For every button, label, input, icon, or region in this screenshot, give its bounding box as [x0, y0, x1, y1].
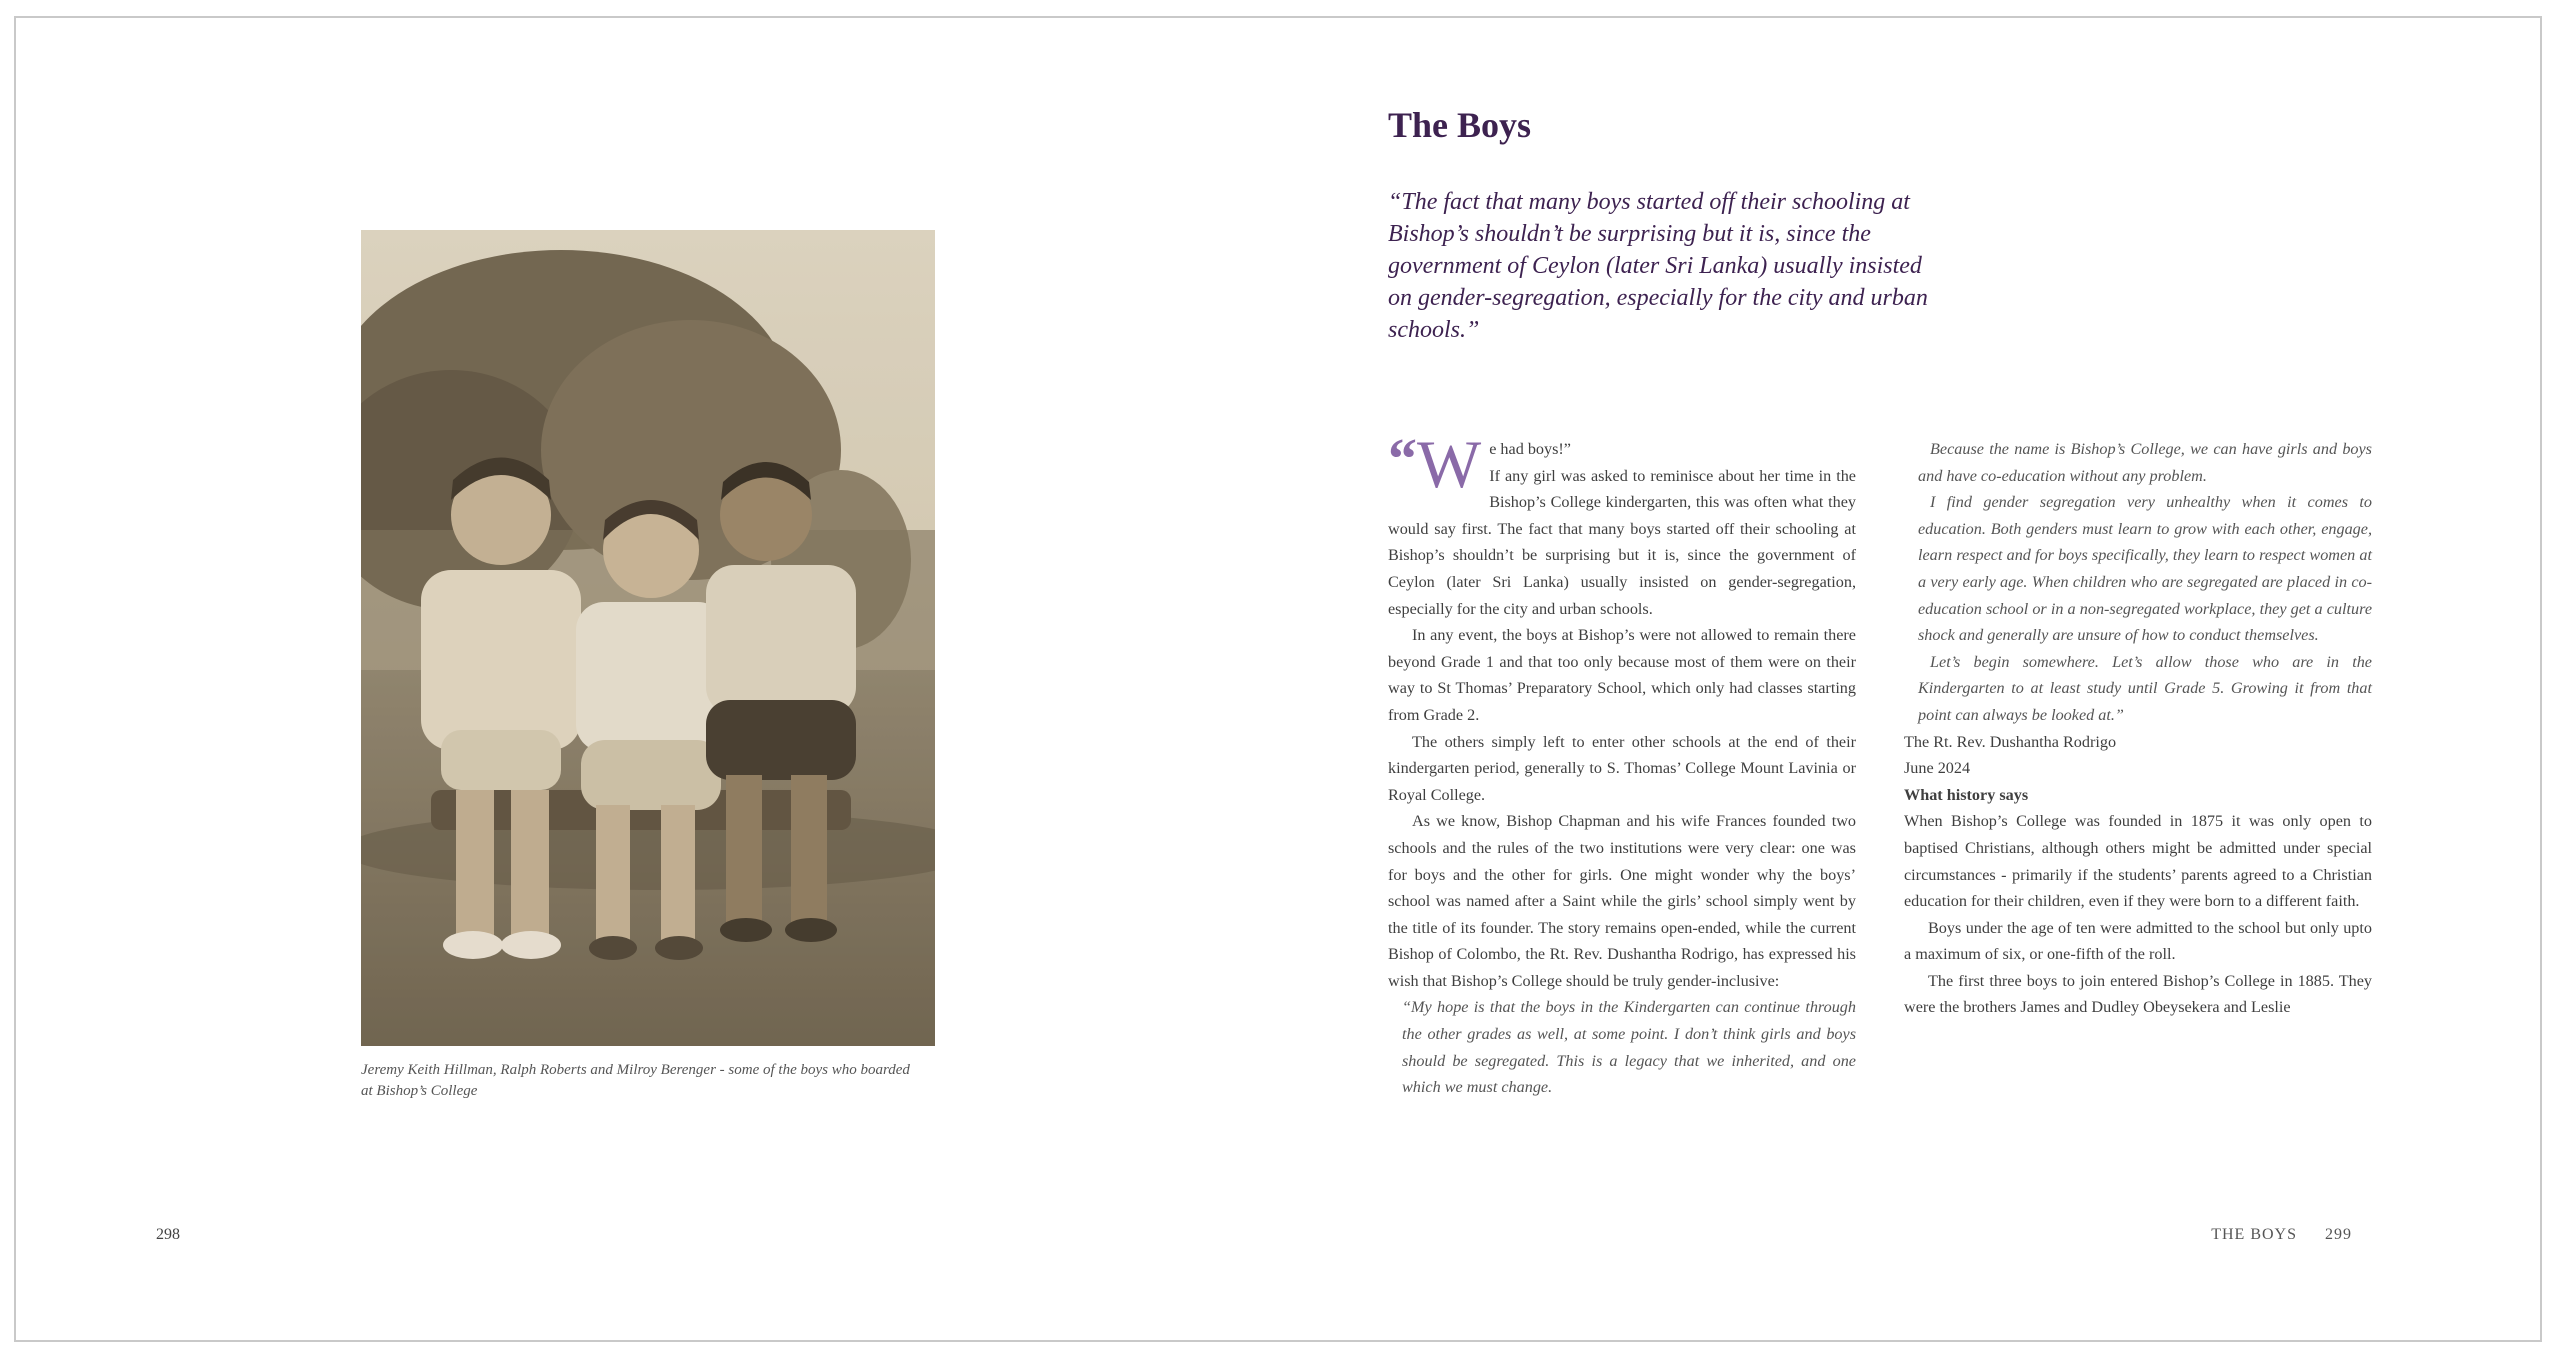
quote-paragraph: Let’s begin somewhere. Let’s allow those who are in the Kindergarten to at least study until Grade 5. Growing it from that point can always be looked at.”: [1918, 652, 2372, 724]
book-spread: [14, 16, 2542, 1342]
body-paragraph: When Bishop’s College was founded in 1875 it was only open to baptised Christians, although others might be admitted under special circumstances - primarily if the students’ parents agreed to a Christian education for their children, even if they were born to a different faith.: [1904, 812, 2372, 911]
bishop-quote-continued: [1904, 436, 2372, 729]
boys-photograph: [361, 230, 935, 1046]
photo-image: [361, 230, 935, 1046]
page-number-right: 299: [2325, 1226, 2352, 1243]
body-paragraph: If any girl was asked to reminisce about her time in the Bishop’s College kindergarten, this was often what they would say first. The fact that many boys started off their schooling at Bishop’s shouldn’t be surprising but it is, since the government of Ceylon (later Sri Lanka) usually insisted on gender-segregation, especially for the city and urban schools.: [1388, 466, 1856, 618]
right-page: [1280, 18, 2542, 1340]
running-head: [2211, 1226, 2352, 1244]
running-head-title: THE BOYS: [2211, 1226, 2297, 1243]
text-column-1: [1388, 426, 1856, 1101]
opening-paragraph: [1388, 426, 1856, 622]
text-column-2: [1904, 436, 2372, 1021]
body-paragraph: The first three boys to join entered Bishop’s College in 1885. They were the brothers James and Dudley Obeysekera and Leslie: [1904, 971, 2372, 1017]
section-subheading: What history says: [1904, 785, 2029, 804]
body-paragraph: The others simply left to enter other schools at the end of their kindergarten period, generally to S. Thomas’ College Mount Lavinia or Royal College.: [1388, 732, 1856, 804]
quote-paragraph: “My hope is that the boys in the Kindergarten can continue through the other grades as well, at some point. I don’t think girls and boys should be segregated. This is a legacy that we inherited, and one which we must change.: [1402, 998, 1856, 1097]
quote-paragraph: I find gender segregation very unhealthy when it comes to education. Both genders must learn to grow with each other, engage, learn respect and for boys specifically, they learn to respect women at a very early age. When children who are segregated are placed in co-education school or in a non-segregated workplace, they get a culture shock and generally are unsure of how to conduct themselves.: [1918, 493, 2372, 645]
quote-attribution-date: June 2024: [1904, 759, 1971, 778]
drop-cap: “W: [1388, 426, 1482, 502]
bishop-quote-block: [1388, 994, 1856, 1100]
photo-caption: Jeremy Keith Hillman, Ralph Roberts and Milroy Berenger - some of the boys who boarded at Bishop’s College: [361, 1062, 910, 1099]
body-paragraph: Boys under the age of ten were admitted to the school but only upto a maximum of six, or one-fifth of the roll.: [1904, 918, 2372, 964]
body-paragraph: As we know, Bishop Chapman and his wife Frances founded two schools and the rules of the two institutions were very clear: one was for boys and the other for girls. One might wonder why the boys’ school was named after a Saint while the girls’ school simply went by the title of its founder. The story remains open-ended, while the current Bishop of Colombo, the Rt. Rev. Dushantha Rodrigo, has expressed his wish that Bishop’s College should be truly gender-inclusive:: [1388, 812, 1856, 990]
quote-attribution-name: The Rt. Rev. Dushantha Rodrigo: [1904, 732, 2117, 751]
left-page: [16, 18, 1280, 1340]
opening-line: e had boys!”: [1489, 440, 1571, 458]
body-paragraph: In any event, the boys at Bishop’s were not allowed to remain there beyond Grade 1 and that too only because most of them were on their way to St Thomas’ Preparatory School, which only had classes starting from Grade 2.: [1388, 626, 1856, 724]
page-number-left: 298: [156, 1226, 180, 1243]
chapter-title: The Boys: [1388, 105, 1532, 145]
quote-paragraph: Because the name is Bishop’s College, we can have girls and boys and have co-education without any problem.: [1918, 440, 2372, 485]
pull-quote: “The fact that many boys started off their schooling at Bishop’s shouldn’t be surprising but it is, since the government of Ceylon (later Sri Lanka) usually insisted on gender-segregation, especially for the city and urban schools.”: [1388, 189, 1928, 343]
